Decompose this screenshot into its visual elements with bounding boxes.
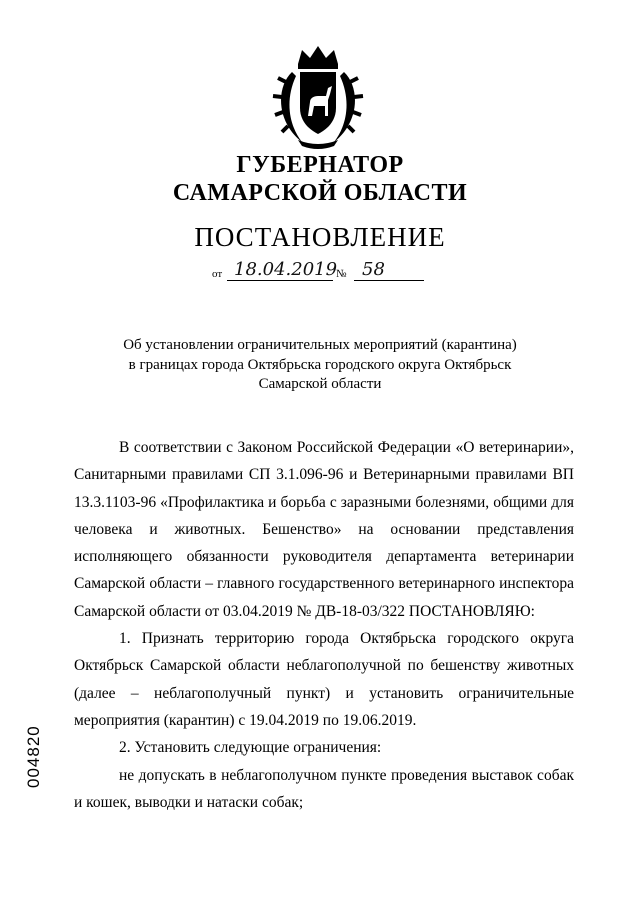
from-label: от: [212, 268, 223, 280]
document-type: ПОСТАНОВЛЕНИЕ: [194, 222, 446, 252]
registration-number: 004820: [24, 725, 43, 788]
document-subject: Об установлении ограничительных мероприятий (карантина) в границах города Октябрьска городского округа Октябрьск Самарской области: [123, 337, 517, 392]
item-2-paragraph: 2. Установить следующие ограничения:: [119, 739, 382, 757]
document-date: 18.04.2019: [234, 259, 338, 280]
issuer-title: ГУБЕРНАТОР: [236, 152, 404, 178]
preamble-paragraph: В соответствии с Законом Российской Федерации «О ветеринарии», Санитарными правилами СП 3.1.096-96 и Ветеринарными правилами ВП 13.3.1103-96 «Профилактика и борьба с заразными болезнями, общими для человека и животных. Бешенство» на основании представления исполняющего обязанности руководителя департамента ветеринарии Самарской области – главного государственного ветеринарного инспектора Самарской области от 03.04.2019 № ДВ-18-03/322 ПОСТАНОВЛЯЮ:: [74, 439, 574, 620]
document-body: [74, 434, 574, 816]
document-number: 58: [362, 259, 385, 280]
number-label: №: [336, 268, 347, 280]
issuer-region: САМАРСКОЙ ОБЛАСТИ: [172, 180, 468, 206]
coat-of-arms-icon: [268, 42, 368, 150]
item-2-text-paragraph: не допускать в неблагополучном пункте проведения выставок собак и кошек, выводки и натаски собак;: [74, 766, 574, 811]
item-1-paragraph: 1. Признать территорию города Октябрьска городского округа Октябрьск Самарской области неблагополучной по бешенству животных (далее – неблагополучный пункт) и установить ограничительные мероприятия (карантин) с 19.04.2019 по 19.06.2019.: [74, 630, 574, 729]
date-number-line: [212, 256, 442, 284]
